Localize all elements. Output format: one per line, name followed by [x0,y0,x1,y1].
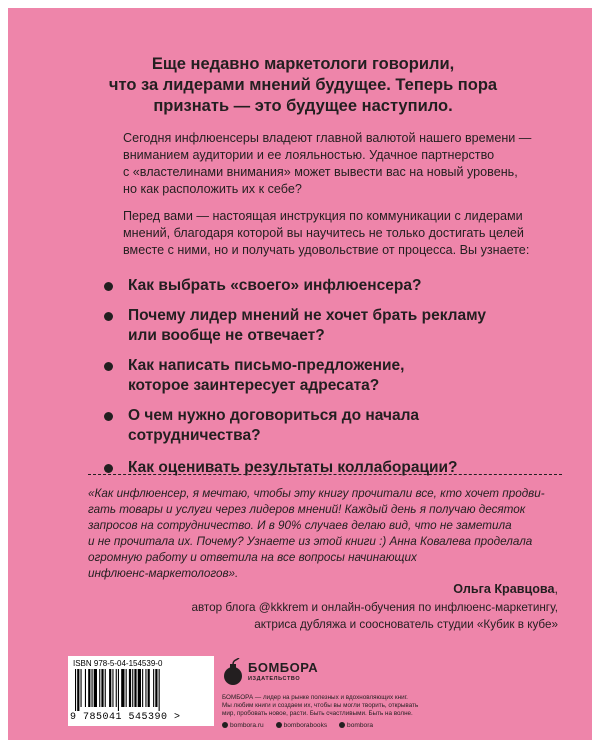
quote-author-title: автор блога @kkkrem и онлайн-обучения по инфлюенс-маркетингу, [191,601,558,614]
contact-vk[interactable]: bomborabooks [276,722,328,729]
vk-icon [276,722,282,728]
question-item: Как оценивать результаты коллаборации? [98,458,568,478]
publisher-description: БОМБОРА — лидер на рынке полезных и вдохновляющих книг. Мы любим книги и создаем их, чтобы вы могли творить, открывать мир, пробовать новое, расти. Быть счастливыми. Быть на волне. [222,694,419,717]
barcode-digits: 9 785041 545390 > [70,712,181,723]
paragraph-line: Перед вами — настоящая инструкция по коммуникации с лидерами [123,209,523,223]
barcode-bar [109,669,111,707]
dashed-divider [88,474,562,475]
barcode-bar [92,669,93,707]
barcode-bar [145,669,146,707]
barcode-bar [101,669,103,707]
bullet-icon [104,362,113,371]
testimonial-quote [88,486,568,581]
barcode-bar [99,669,100,707]
question-item: Как выбрать «своего» инфлюенсера? [98,276,568,296]
barcode-bar [75,669,76,711]
barcode-bar [118,669,119,711]
barcode-bar [132,669,133,707]
barcode-bar [129,669,131,707]
quote-line: «Как инфлюенсер, я мечтаю, чтобы эту книгу прочитали все, кто хочет продви- [88,487,545,500]
barcode-bar [121,669,124,707]
barcode-bar [94,669,97,707]
paragraph-line: Сегодня инфлюенсеры владеют главной валютой нашего времени — [123,131,532,145]
barcode-bar [105,669,106,707]
bomb-logo-icon [222,658,244,686]
barcode-bar [77,669,79,711]
paragraph-line: мнений, благодаря которой вы научитесь не только достигать целей [123,226,524,240]
quote-line: гать товары и услуги через лидеров мнений! Каждый день я получаю десяток [88,502,526,516]
quote-author-name: Ольга Кравцова, [453,582,558,596]
isbn-barcode [68,656,214,726]
quote-line: запросов на сотрудничество. И в 90% случаев делаю вид, что не заметила [88,518,512,532]
publisher-logo [222,658,319,688]
barcode-bar [155,669,157,707]
isbn-number: ISBN 978-5-04-154539-0 [73,659,163,668]
headline-line: что за лидерами мнений будущее. Теперь пора [108,76,498,94]
telegram-icon [339,722,345,728]
barcode-bar [112,669,113,707]
contact-telegram[interactable]: bombora [339,722,373,729]
quote-line: и не прочитала их. Почему? Узнаете из этой книги :) Анна Ковалева проделала [88,534,533,548]
barcode-bar [134,669,136,707]
question-item: О чем нужно договориться до начала сотрудничества? [98,406,568,446]
quote-author-title: актриса дубляжа и сооснователь студии «Кубик в кубе» [254,618,558,631]
book-back-cover [8,8,592,740]
quote-line: инфлюенс-маркетологов». [88,566,239,580]
barcode-bar [88,669,90,707]
question-item: Почему лидер мнений не хочет брать рекламу или вообще не отвечает? [98,306,568,346]
barcode-bar [116,669,117,707]
barcode-bar [81,669,82,707]
bullet-icon [104,312,113,321]
globe-icon [222,722,228,728]
questions-list [98,276,568,478]
barcode-bar [153,669,154,707]
publisher-name: БОМБОРА [248,660,319,675]
bullet-icon [104,412,113,421]
barcode-bar [159,669,160,711]
barcode-bar [85,669,86,707]
barcode-bar [138,669,141,707]
headline-line: Еще недавно маркетологи говорили, [151,55,455,73]
question-item: Как написать письмо-предложение, которое заинтересует адресата? [98,356,568,396]
barcode-icon [73,669,209,711]
description-paragraph [123,208,563,259]
headline [68,54,538,117]
paragraph-line: с «властелинами внимания» может вывести вас на новый уровень, [123,165,518,179]
paragraph-line: вместе с ними, но и получать удовольствие от процесса. Вы узнаете: [123,243,530,257]
publisher-contacts [222,722,383,729]
headline-line: признать — это будущее наступило. [153,97,453,115]
publisher-subtitle: ИЗДАТЕЛЬСТВО [248,676,301,682]
paragraph-line: но как расположить их к себе? [123,182,302,196]
barcode-bar [148,669,150,707]
intro-paragraph [123,130,563,198]
barcode-bar [126,669,127,707]
quote-line: огромную работу и ответила на все вопросы начинающих [88,550,417,564]
barcode-bar [142,669,143,707]
contact-website[interactable]: bombora.ru [222,722,264,729]
bullet-icon [104,464,113,473]
bullet-icon [104,282,113,291]
paragraph-line: вниманием аудитории и ее лояльностью. Удачное партнерство [123,148,495,162]
